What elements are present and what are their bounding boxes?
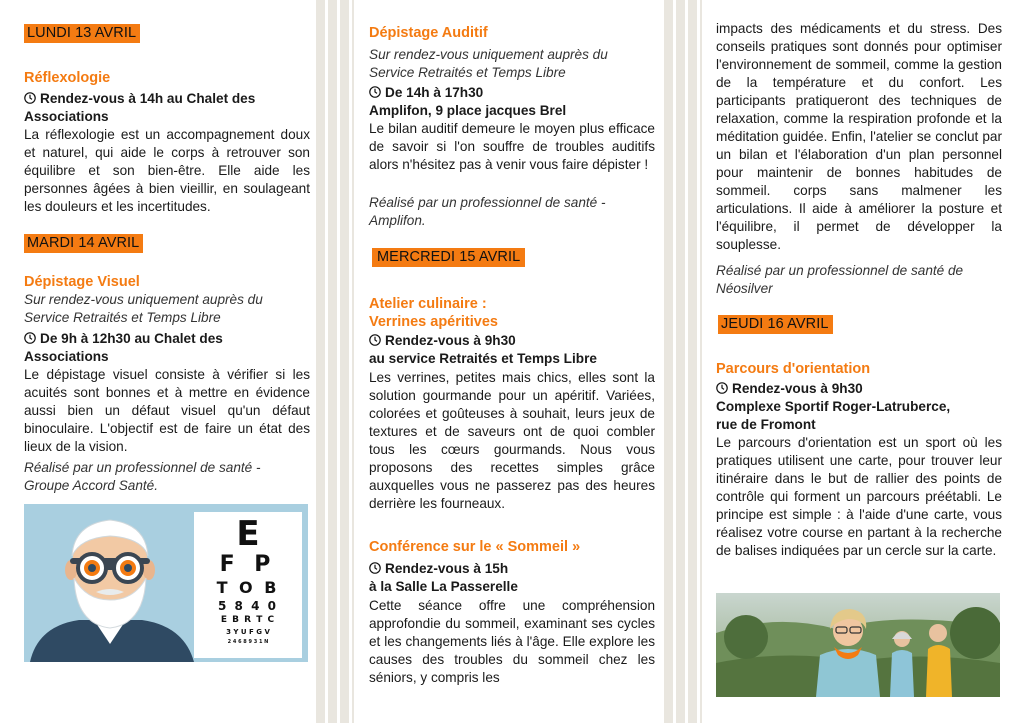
auditif-description: Le bilan auditif demeure le moyen plus efficace de savoir si l'on souffre de troubles auditifs alors n'hésitez pas à venir vous faire dépister ! <box>369 121 655 172</box>
eye-chart-row: 3 Y U F G V <box>226 628 270 636</box>
clock-icon <box>369 334 381 346</box>
day-heading-wednesday: MERCREDI 15 AVRIL <box>372 248 525 267</box>
visuel-description: Le dépistage visuel consiste à vérifier si les acuités sont bonnes et à mettre en évidence aussi bien un défaut visuel qu'un défaut binoculaire. L'objectif est de faire un état des lieux de la vision. <box>24 367 310 454</box>
auditif-credit: Réalisé par un professionnel de santé - Amplifon. <box>369 195 606 228</box>
auditif-title: Dépistage Auditif <box>369 25 488 41</box>
reflexologie-info: Rendez-vous à 14h au Chalet des Associations <box>24 91 256 124</box>
culinaire-description: Les verrines, petites mais chics, elles sont la solution gourmande pour un apéritif. Variées, colorées et goûteuses à souhait, leurs jeux de textures et de saveurs ont de quoi combler tous les cœurs gourmands. Nous vous proposons des recettes simples grâce auxquelles vous ne passerez pas des heures derrière les fourneaux. <box>369 370 655 511</box>
visuel-appointment-note: Sur rendez-vous uniquement auprès du Service Retraités et Temps Libre <box>24 292 263 325</box>
orientation-title: Parcours d'orientation <box>716 361 871 377</box>
eye-exam-illustration <box>24 504 308 662</box>
eye-chart-row: F P <box>219 552 277 577</box>
clock-icon <box>24 332 36 344</box>
sommeil-credit: Réalisé par un professionnel de santé de Néosilver <box>716 263 964 296</box>
sommeil-description-continued: impacts des médicaments et du stress. Des conseils pratiques sont donnés pour optimiser l'environnement de sommeil, comme la gestion de la température et du confort. Les participants pratiqueront des techniques de relaxation, comme la respiration profonde et la méditation guidée. Enfin, l'atelier se conclut par un bilan et l'élaboration d'un plan personnel pour maintenir de bonnes habitudes de sommeil. corps sans malmener les articulations. Il aide à améliorer la posture et l'équilibre, il permet de développer la souplesse. <box>716 21 1002 252</box>
reflexologie-description: La réflexologie est un accompagnement doux et naturel, qui aide le corps à retrouver son équilibre et son bien-être. Elle aide les personnes âgées à bien vieillir, en soulageant les douleurs et les incertitudes. <box>24 127 310 214</box>
day-heading-tuesday: MARDI 14 AVRIL <box>24 234 143 253</box>
reflexologie-title: Réflexologie <box>24 70 111 86</box>
orientation-info: Rendez-vous à 9h30 Complexe Sportif Roger-Latruberce, rue de Fromont <box>716 381 951 432</box>
day-heading-thursday: JEUDI 16 AVRIL <box>718 315 833 334</box>
fold-divider-left <box>316 0 354 723</box>
visuel-credit: Réalisé par un professionnel de santé - Groupe Accord Santé. <box>24 460 261 493</box>
hikers-photo <box>716 593 1000 697</box>
eye-chart-row: E B R T C <box>220 615 276 625</box>
culinaire-title: Atelier culinaire : Verrines apéritives <box>369 296 498 330</box>
sommeil-info: Rendez-vous à 15h à la Salle La Passerelle <box>369 561 518 594</box>
visuel-title: Dépistage Visuel <box>24 274 140 290</box>
day-heading-monday: LUNDI 13 AVRIL <box>24 24 140 43</box>
auditif-info: De 14h à 17h30 Amplifon, 9 place jacques Brel <box>369 85 567 118</box>
clock-icon <box>369 562 381 574</box>
eye-chart <box>194 512 302 658</box>
culinaire-info: Rendez-vous à 9h30 au service Retraités et Temps Libre <box>369 333 597 366</box>
auditif-appointment-note: Sur rendez-vous uniquement auprès du Service Retraités et Temps Libre <box>369 47 608 80</box>
orientation-description: Le parcours d'orientation est un sport où les pratiques utilisent une carte, pour trouver leur itinéraire dans le but de rallier des points de contrôle qui forment un parcours préétabli. Le principe est simple : à l'aide d'une carte, vous réalisez votre course en partant à la recherche de balises indiquées par un cercle sur la carte. <box>716 435 1002 558</box>
fold-divider-right <box>664 0 702 723</box>
seniors-hiking-image <box>716 593 1000 697</box>
eye-chart-row: T O B <box>216 578 280 597</box>
eye-chart-row: 2 4 6 8 9 3 1 N <box>227 639 269 645</box>
clock-icon <box>369 86 381 98</box>
eye-chart-row: E <box>236 514 260 554</box>
sommeil-title: Conférence sur le « Sommeil » <box>369 539 581 555</box>
clock-icon <box>716 382 728 394</box>
sommeil-description: Cette séance offre une compréhension approfondie du sommeil, examinant ses cycles et les changements liés à l'âge. Elle explore les causes des troubles du sommeil chez les séniors, y compris les <box>369 598 655 685</box>
clock-icon <box>24 92 36 104</box>
eye-chart-row: 5 8 4 0 <box>218 599 278 613</box>
visuel-info: De 9h à 12h30 au Chalet des Associations <box>24 331 223 364</box>
